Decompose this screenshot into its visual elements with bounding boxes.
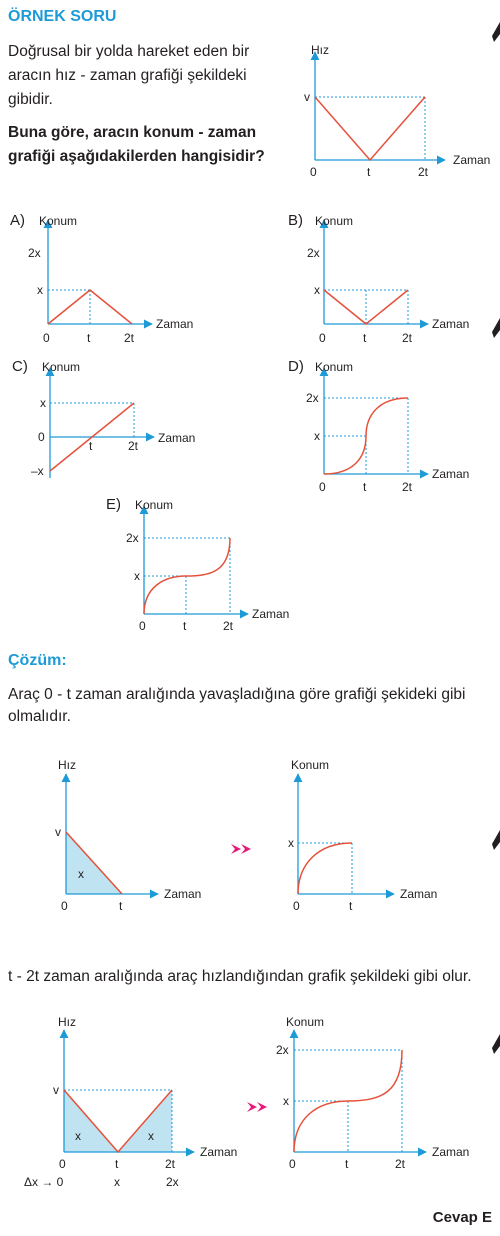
option-a-graph[interactable]	[22, 212, 222, 352]
origin-label: 0	[293, 899, 300, 913]
area-label: x	[78, 867, 84, 881]
x-label: x	[283, 1094, 289, 1108]
origin-label: 0	[319, 480, 326, 494]
option-e-letter[interactable]: E)	[106, 496, 121, 513]
option-b-letter[interactable]: B)	[288, 212, 303, 229]
option-c-graph[interactable]	[22, 358, 222, 488]
option-d-letter[interactable]: D)	[288, 358, 304, 375]
x-axis-label: Zaman	[200, 1145, 238, 1159]
y-axis-label: Konum	[42, 360, 81, 374]
origin-label: 0	[310, 165, 317, 179]
x-axis-label: Zaman	[156, 317, 194, 331]
x-label: x	[40, 396, 46, 410]
t-label: t	[87, 331, 91, 345]
2t-label: 2t	[402, 331, 413, 345]
2x-label: 2x	[307, 246, 320, 260]
x-axis-label: Zaman	[432, 317, 470, 331]
x-axis-label: Zaman	[453, 153, 491, 167]
2x-label: 2x	[28, 246, 41, 260]
solution-line-1: Araç 0 - t zaman aralığında yavaşladığına göre grafiği şekideki gibi	[8, 686, 466, 703]
double-arrow-icon	[230, 842, 256, 856]
x-axis-label: Zaman	[158, 431, 196, 445]
pen-icon	[490, 830, 500, 852]
solution-position-graph-1	[270, 752, 485, 917]
origin-label: 0	[38, 430, 45, 444]
option-e-graph[interactable]	[118, 496, 318, 636]
x-axis-label: Zaman	[164, 887, 202, 901]
2t-label: 2t	[165, 1157, 176, 1171]
question-prompt-line-2: grafiği aşağıdakilerden hangisidir?	[8, 148, 265, 165]
t-label: t	[89, 439, 93, 453]
t-label: t	[367, 165, 371, 179]
y-axis-label: Konum	[286, 1015, 325, 1029]
y-axis-label: Konum	[39, 214, 78, 228]
question-velocity-graph	[295, 40, 500, 185]
2t-label: 2t	[402, 480, 413, 494]
x-axis-label: Zaman	[400, 887, 438, 901]
x-label: x	[134, 569, 140, 583]
x-label: x	[314, 429, 320, 443]
pen-icon	[490, 318, 500, 340]
t-label: t	[349, 899, 353, 913]
2x-label: 2x	[126, 531, 139, 545]
question-prompt-line-1: Buna göre, aracın konum - zaman	[8, 124, 257, 141]
question-line-2: aracın hız - zaman grafiği şekildeki	[8, 67, 247, 84]
2t-label: 2t	[418, 165, 429, 179]
question-line-3: gibidir.	[8, 91, 53, 108]
question-prompt	[8, 121, 278, 169]
question-line-1: Doğrusal bir yolda hareket eden bir	[8, 43, 250, 60]
t-label: t	[363, 480, 367, 494]
y-axis-label: Konum	[315, 214, 354, 228]
option-d-graph[interactable]	[298, 358, 498, 498]
pen-icon	[490, 1034, 500, 1056]
solution-line-2: olmalıdır.	[8, 708, 71, 725]
distance-label: x	[114, 1175, 120, 1189]
v-label: v	[304, 90, 310, 104]
y-axis-label: Konum	[315, 360, 354, 374]
velocity-curve	[315, 97, 425, 160]
x-label: x	[288, 836, 294, 850]
solution-paragraph-2: t - 2t zaman aralığında araç hızlandığından grafik şekildeki gibi olur.	[8, 968, 472, 985]
area-label: x	[148, 1129, 154, 1143]
origin-label: 0	[43, 331, 50, 345]
solution-paragraph-1	[8, 684, 494, 728]
answer-label: Cevap E	[432, 1209, 492, 1226]
2t-label: 2t	[395, 1157, 406, 1171]
double-arrow-icon	[246, 1100, 272, 1114]
origin-label: 0	[319, 331, 326, 345]
solution-heading: Çözüm:	[8, 652, 67, 669]
2x-label: 2x	[276, 1043, 289, 1057]
t-label: t	[363, 331, 367, 345]
example-heading: ÖRNEK SORU	[8, 8, 117, 25]
question-text	[8, 40, 278, 112]
2t-label: 2t	[128, 439, 139, 453]
pen-icon	[490, 22, 500, 44]
solution-velocity-graph-1	[30, 752, 230, 917]
y-axis-label: Konum	[135, 498, 174, 512]
origin-label: 0	[139, 619, 146, 633]
v-label: v	[53, 1083, 59, 1097]
distance-label: 2x	[166, 1175, 179, 1189]
x-axis-label: Zaman	[432, 467, 470, 481]
t-label: t	[119, 899, 123, 913]
option-a-letter[interactable]: A)	[10, 212, 25, 229]
2x-label: 2x	[306, 391, 319, 405]
2t-label: 2t	[124, 331, 135, 345]
origin-label: 0	[59, 1157, 66, 1171]
x-label: x	[37, 283, 43, 297]
x-label: x	[314, 283, 320, 297]
t-label: t	[183, 619, 187, 633]
y-axis-label: Konum	[291, 758, 330, 772]
y-axis-label: Hız	[58, 1015, 76, 1029]
y-axis-label: Hız	[58, 758, 76, 772]
origin-label: 0	[289, 1157, 296, 1171]
delta-x-label: Δx → 0	[24, 1175, 64, 1189]
position-curve	[298, 843, 352, 894]
t-label: t	[115, 1157, 119, 1171]
solution-position-graph-2	[270, 1010, 495, 1175]
option-c-letter[interactable]: C)	[12, 358, 28, 375]
area-label: x	[75, 1129, 81, 1143]
solution-velocity-graph-2	[20, 1010, 250, 1190]
v-label: v	[55, 825, 61, 839]
t-label: t	[345, 1157, 349, 1171]
x-axis-label: Zaman	[252, 607, 290, 621]
minus-x-label: –x	[31, 464, 44, 478]
y-axis-label: Hız	[311, 43, 329, 57]
2t-label: 2t	[223, 619, 234, 633]
x-axis-label: Zaman	[432, 1145, 470, 1159]
origin-label: 0	[61, 899, 68, 913]
option-b-graph[interactable]	[298, 212, 498, 352]
